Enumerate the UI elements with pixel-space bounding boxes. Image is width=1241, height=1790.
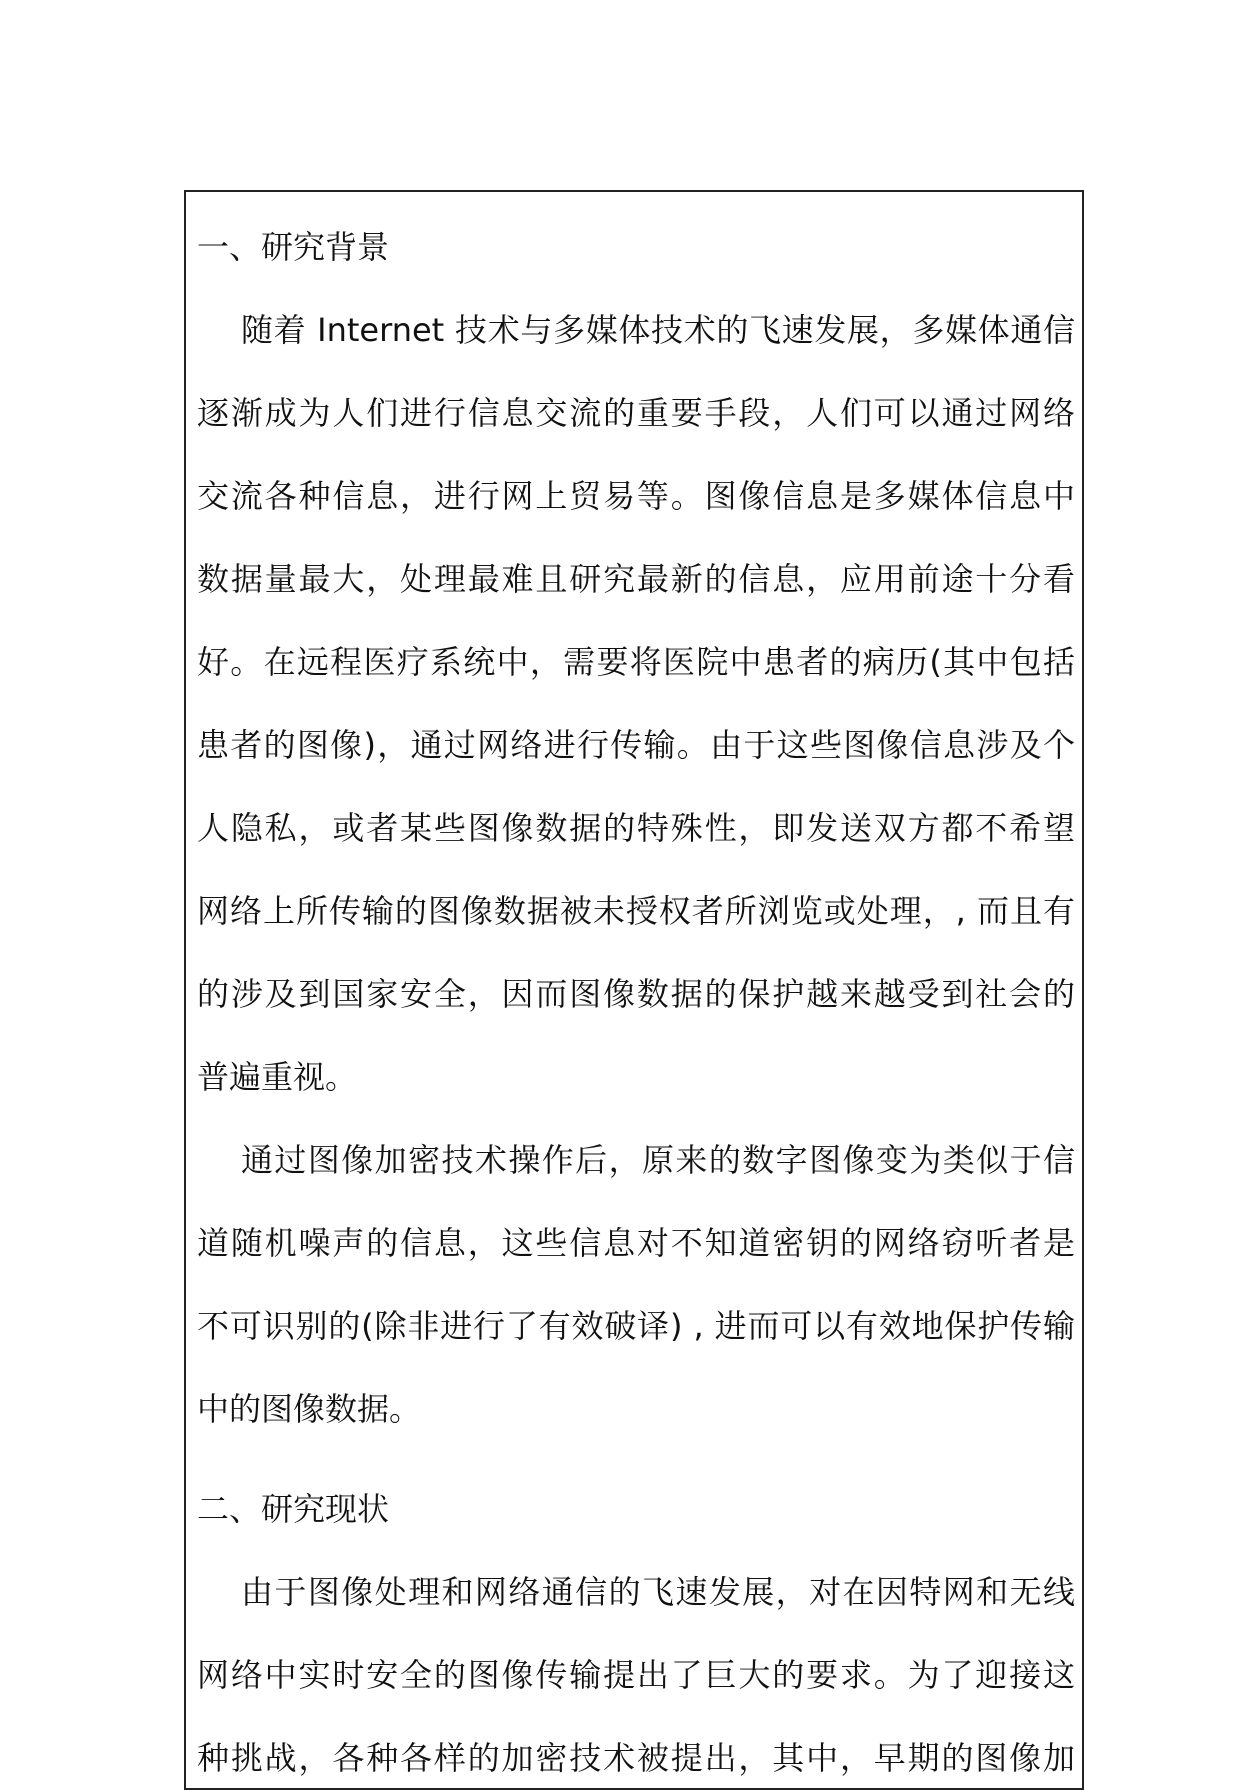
text-line: 逐渐成为人们进行信息交流的重要手段，人们可以通过网络: [197, 394, 1075, 432]
text-frame: [184, 190, 1084, 1790]
paragraph-status-1: [197, 1551, 1075, 1790]
text-line: 数据量最大，处理最难且研究最新的信息，应用前途十分看: [197, 560, 1075, 598]
text-line: 好。在远程医疗系统中，需要将医院中患者的病历(其中包括: [197, 643, 1075, 681]
document-body: [197, 206, 1075, 1790]
text-line: 随着 Internet 技术与多媒体技术的飞速发展，多媒体通信: [241, 311, 1075, 349]
text-line: 网络中实时安全的图像传输提出了巨大的要求。为了迎接这: [197, 1656, 1075, 1694]
paragraph-background-2: [197, 1119, 1075, 1451]
text-line: 交流各种信息，进行网上贸易等。图像信息是多媒体信息中: [197, 477, 1075, 515]
text-line: 通过图像加密技术操作后，原来的数字图像变为类似于信: [241, 1141, 1075, 1179]
text-line: 普遍重视。: [197, 1058, 358, 1096]
text-line: 网络上所传输的图像数据被未授权者所浏览或处理，, 而且有: [197, 892, 1075, 930]
text-line: 道随机噪声的信息，这些信息对不知道密钥的网络窃听者是: [197, 1224, 1075, 1262]
section-heading-status: 二、研究现状: [197, 1490, 390, 1528]
text-line: 种挑战，各种各样的加密技术被提出，其中，早期的图像加: [197, 1739, 1075, 1777]
text-line: 中的图像数据。: [197, 1390, 422, 1428]
text-line: 患者的图像)，通过网络进行传输。由于这些图像信息涉及个: [197, 726, 1075, 764]
text-line: 由于图像处理和网络通信的飞速发展，对在因特网和无线: [241, 1573, 1075, 1611]
text-line: 不可识别的(除非进行了有效破译) , 进而可以有效地保护传输: [197, 1307, 1075, 1345]
text-line: 的涉及到国家安全，因而图像数据的保护越来越受到社会的: [197, 975, 1075, 1013]
paragraph-background-1: [197, 289, 1075, 1119]
section-heading-background: 一、研究背景: [197, 228, 390, 266]
text-line: 人隐私，或者某些图像数据的特殊性，即发送双方都不希望: [197, 809, 1075, 847]
